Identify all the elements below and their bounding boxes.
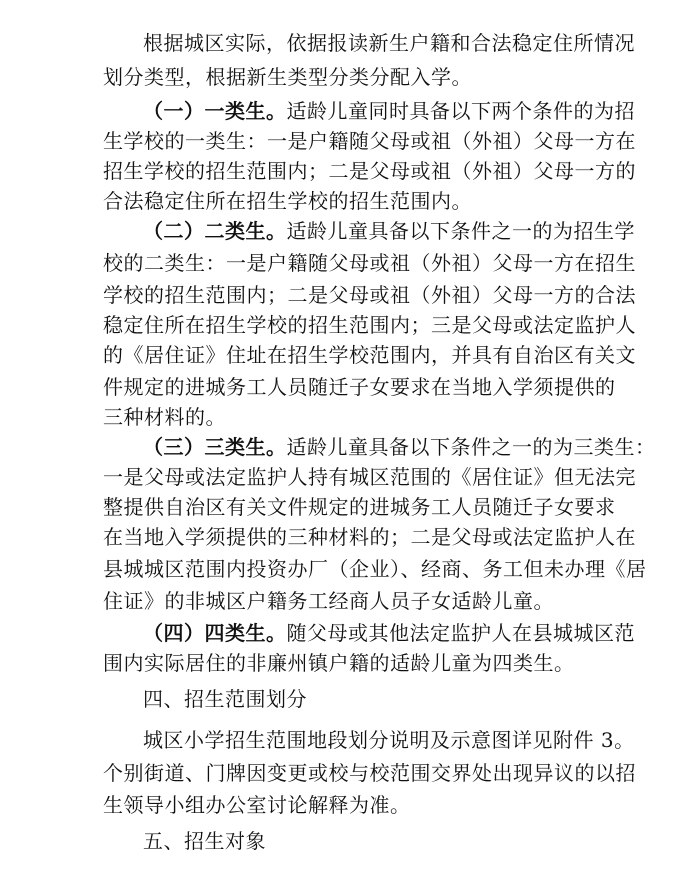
- paragraph-type3-line-4: 在当地入学须提供的三种材料的；二是父母或法定监护人在: [103, 525, 636, 549]
- type3-text: 适龄儿童具备以下条件之一的为三类生：: [286, 435, 656, 459]
- paragraph-type3-line-3: 整提供自治区有关文件规定的进城务工人员随迁子女要求: [103, 495, 616, 519]
- type2-lead: （二）二类生。: [143, 219, 287, 243]
- type1-text: 适龄儿童同时具备以下两个条件的为招: [286, 99, 635, 123]
- paragraph-type1-line-2: 生学校的一类生：一是户籍随父母或祖（外祖）父母一方在: [103, 129, 636, 153]
- paragraph-type2-line-6: 件规定的进城务工人员随迁子女要求在当地入学须提供的: [103, 375, 616, 399]
- type3-lead: （三）三类生。: [143, 435, 287, 459]
- paragraph-type1-line-1: [143, 98, 635, 124]
- paragraph-intro-line-2: 划分类型，根据新生类型分类分配入学。: [103, 65, 472, 89]
- type4-text: 随父母或其他法定监护人在县城城区范: [286, 621, 635, 645]
- section-5-heading: 五、招生对象: [143, 829, 266, 853]
- paragraph-type3-line-6: 住证》的非城区户籍务工经商人员子女适龄儿童。: [103, 589, 554, 613]
- paragraph-type2-line-5: 的《居住证》住址在招生学校范围内，并具有自治区有关文: [103, 343, 636, 367]
- paragraph-type2-line-3: 学校的招生范围内；二是父母或祖（外祖）父母一方的合法: [103, 283, 636, 307]
- paragraph-type3-line-2: 一是父母或法定监护人持有城区范围的《居住证》但无法完: [103, 465, 636, 489]
- section-4-heading: 四、招生范围划分: [143, 687, 307, 711]
- type4-lead: （四）四类生。: [143, 621, 287, 645]
- section-4-line-3: 生领导小组办公室讨论解释为准。: [103, 793, 411, 817]
- paragraph-type2-line-7: 三种材料的。: [103, 405, 226, 429]
- paragraph-type1-line-3: 招生学校的招生范围内；二是父母或祖（外祖）父母一方的: [103, 159, 636, 183]
- paragraph-type1-line-4: 合法稳定住所在招生学校的招生范围内。: [103, 189, 472, 213]
- section-4-line-2: 个别街道、门牌因变更或校与校范围交界处出现异议的以招: [103, 761, 636, 785]
- paragraph-intro-line-1: 根据城区实际，依据报读新生户籍和合法稳定住所情况: [143, 31, 635, 55]
- paragraph-type2-line-4: 稳定住所在招生学校的招生范围内；三是父母或法定监护人: [103, 313, 636, 337]
- paragraph-type2-line-2: 校的二类生：一是户籍随父母或祖（外祖）父母一方在招生: [103, 251, 636, 275]
- paragraph-type2-line-1: [143, 218, 635, 244]
- paragraph-type4-line-1: [143, 620, 635, 646]
- paragraph-type4-line-2: 围内实际居住的非廉州镇户籍的适龄儿童为四类生。: [103, 651, 575, 675]
- section-4-line-1: 城区小学招生范围地段划分说明及示意图详见附件 3。: [143, 728, 635, 752]
- type1-lead: （一）一类生。: [143, 99, 287, 123]
- paragraph-type3-line-1: [143, 434, 656, 460]
- type2-text: 适龄儿童具备以下条件之一的为招生学: [286, 219, 635, 243]
- paragraph-type3-line-5: 县城城区范围内投资办厂（企业）、经商、务工但未办理《居: [103, 557, 647, 581]
